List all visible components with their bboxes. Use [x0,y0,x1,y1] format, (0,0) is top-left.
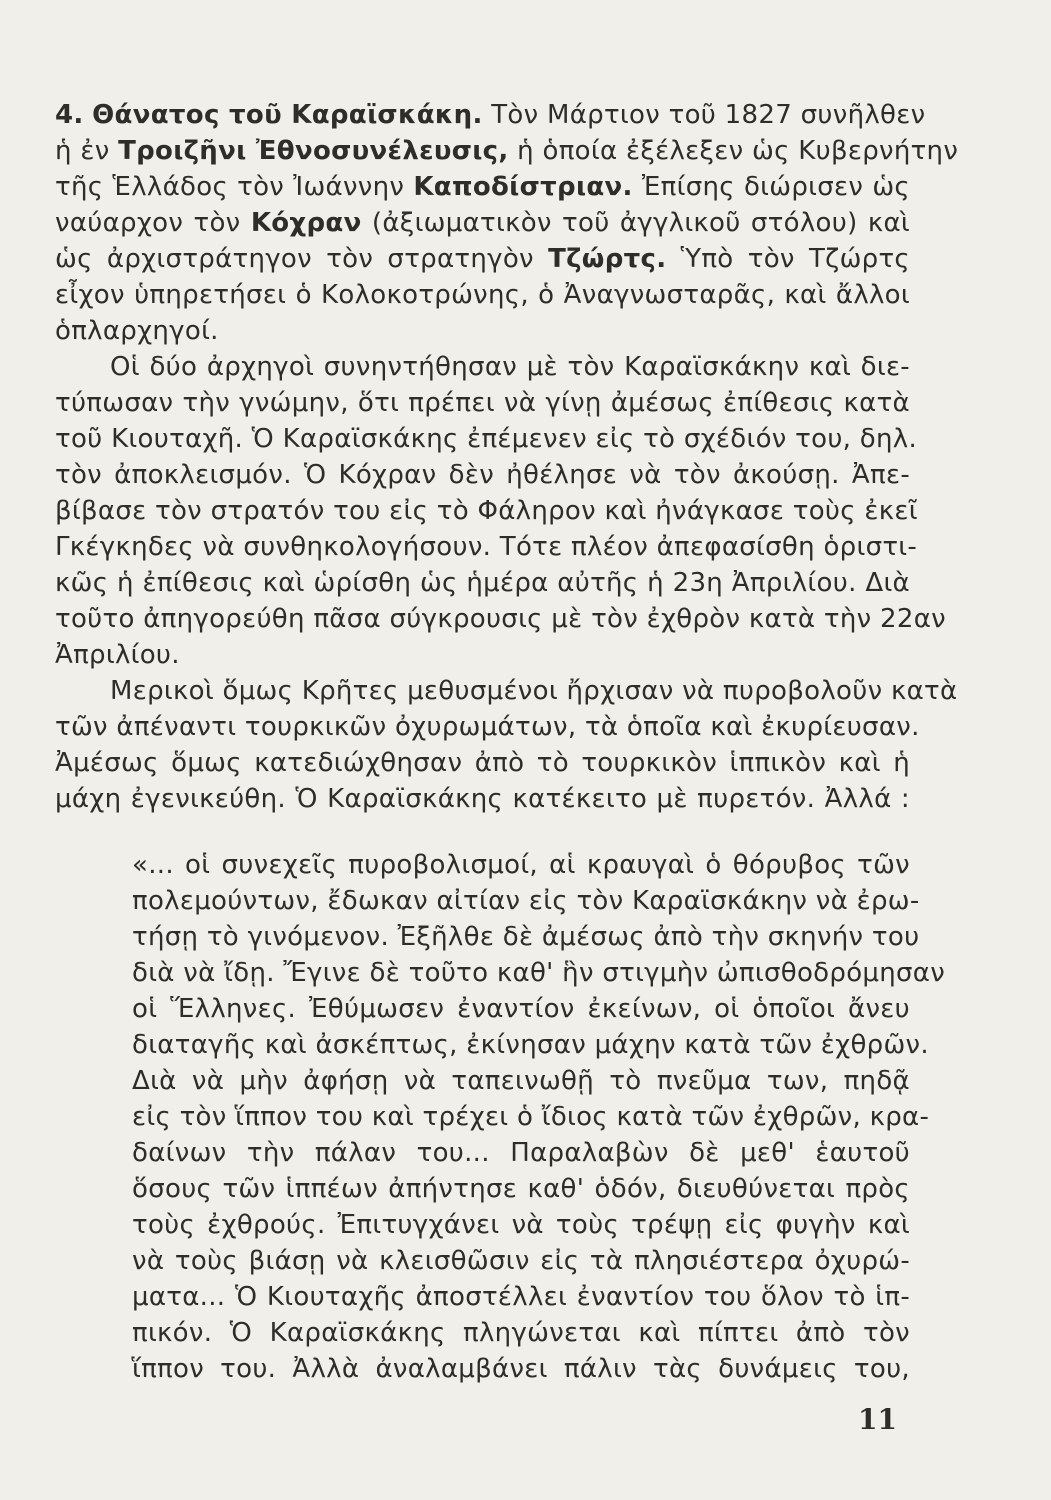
paragraph-line: εἶχον ὑπηρετήσει ὁ Κολοκοτρώνης, ὁ Ἀναγνωσταρᾶς, καὶ ἄλλοι [55,280,910,310]
paragraph-line: Μερικοὶ ὅμως Κρῆτες μεθυσμένοι ἤρχισαν νὰ πυροβολοῦν κατὰ [110,676,958,706]
paragraph-line: Οἱ δύο ἀρχηγοὶ συνηντήθησαν μὲ τὸν Καραϊσκάκην καὶ διε- [110,352,910,382]
text-line: Τὸν Μάρτιον τοῦ 1827 συνῆλθεν [491,100,926,130]
paragraph-line: τὸν ἀποκλεισμόν. Ὁ Κόχραν δὲν ἠθέλησε νὰ τὸν ἀκούσῃ. Ἀπε- [55,460,910,490]
quote-line: πολεμούντων, ἔδωκαν αἰτίαν εἰς τὸν Καραϊσκάκην νὰ ἐρω- [132,886,920,916]
quote-line: Διὰ νὰ μὴν ἀφήσῃ νὰ ταπεινωθῇ τὸ πνεῦμα των, πηδᾷ [132,1066,910,1096]
quote-line: τοὺς ἐχθρούς. Ἐπιτυγχάνει νὰ τοὺς τρέψῃ εἰς φυγὴν καὶ [132,1210,910,1240]
text-span: Ὑπὸ τὸν Τζώρτς [680,244,910,274]
paragraph-line [55,206,910,240]
heading-line [55,98,926,132]
paragraph-line: Γκέγκηδες νὰ συνθηκολογήσουν. Τότε πλέον ἀπεφασίσθη ὁριστι- [55,532,918,562]
quote-line: διὰ νὰ ἴδῃ. Ἔγινε δὲ τοῦτο καθ' ἣν στιγμὴν ὠπισθοδρόμησαν [132,958,946,988]
paragraph-line [55,134,959,168]
quote-line: πικόν. Ὁ Καραϊσκάκης πληγώνεται καὶ πίπτει ἀπὸ τὸν [132,1318,910,1348]
paragraph-line: κῶς ἡ ἐπίθεσις καὶ ὡρίσθη ὡς ἡμέρα αὐτῆς ἡ 23η Ἀπριλίου. Διὰ [55,568,910,598]
paragraph-line: Ἀμέσως ὅμως κατεδιώχθησαν ἀπὸ τὸ τουρκικὸν ἱππικὸν καὶ ἡ [55,748,910,778]
text-span: Ἐπίσης διώρισεν ὡς [641,172,910,202]
paragraph-line: βίβασε τὸν στρατόν του εἰς τὸ Φάληρον καὶ ἠνάγκασε τοὺς ἐκεῖ [55,496,918,526]
quote-line: δαίνων τὴν πάλαν του... Παραλαβὼν δὲ μεθ' ἑαυτοῦ [132,1138,910,1168]
quote-line: οἱ Ἕλληνες. Ἐθύμωσεν ἐναντίον ἐκείνων, οἱ ὁποῖοι ἄνευ [132,994,910,1024]
quote-line: ἵππον του. Ἀλλὰ ἀναλαμβάνει πάλιν τὰς δυνάμεις του, [132,1354,910,1384]
paragraph-line: μάχη ἐγενικεύθη. Ὁ Καραϊσκάκης κατέκειτο μὲ πυρετόν. Ἀλλά : [55,784,910,814]
page-number: 11 [858,1403,897,1436]
paragraph-line: Ἀπριλίου. [55,640,180,670]
quote-line: ὅσους τῶν ἱππέων ἀπήντησε καθ' ὁδόν, διευθύνεται πρὸς [132,1174,910,1204]
bold-term: Καποδίστριαν. [413,172,633,202]
text-span: ἡ ὁποία ἐξέλεξεν ὡς Κυβερνήτην [517,136,959,166]
quote-line: τήσῃ τὸ γινόμενον. Ἐξῆλθε δὲ ἀμέσως ἀπὸ τὴν σκηνήν του [132,922,920,952]
paragraph-line: ὁπλαρχηγοί. [55,316,219,346]
quote-line: «... οἱ συνεχεῖς πυροβολισμοί, αἱ κραυγαὶ ὁ θόρυβος τῶν [132,850,910,880]
section-number: 4. [55,100,84,130]
paragraph-line: τοῦτο ἀπηγορεύθη πᾶσα σύγκρουσις μὲ τὸν ἐχθρὸν κατὰ τὴν 22αν [55,604,946,634]
text-span: ναύαρχον τὸν [55,208,241,238]
quote-line: ματα... Ὁ Κιουταχῆς ἀποστέλλει ἐναντίον του ὅλον τὸ ἱπ- [132,1282,910,1312]
quote-line: νὰ τοὺς βιάσῃ νὰ κλεισθῶσιν εἰς τὰ πλησιέστερα ὀχυρώ- [132,1246,910,1276]
section-title: Θάνατος τοῦ Καραϊσκάκη. [92,100,483,130]
text-span: ὡς ἀρχιστράτηγον τὸν στρατηγὸν [55,244,534,274]
paragraph-line: τῶν ἀπέναντι τουρκικῶν ὀχυρωμάτων, τὰ ὁποῖα καὶ ἐκυρίευσαν. [55,712,920,742]
paragraph-line [55,170,910,204]
text-span: τῆς Ἑλλάδος τὸν Ἰωάννην [55,172,405,202]
text-span: ἡ ἐν [55,136,110,166]
bold-term: Τζώρτς. [548,244,667,274]
paragraph-line: τοῦ Κιουταχῆ. Ὁ Καραϊσκάκης ἐπέμενεν εἰς τὸ σχέδιόν του, δηλ. [55,424,918,454]
bold-term: Τροιζῆνι Ἐθνοσυνέλευσις, [118,136,509,166]
paragraph-line: τύπωσαν τὴν γνώμην, ὅτι πρέπει νὰ γίνῃ ἀμέσως ἐπίθεσις κατὰ [55,388,910,418]
paragraph-line [55,242,910,276]
text-span: (ἀξιωματικὸν τοῦ ἀγγλικοῦ στόλου) καὶ [371,208,910,238]
quote-line: διαταγῆς καὶ ἀσκέπτως, ἐκίνησαν μάχην κατὰ τῶν ἐχθρῶν. [132,1030,929,1060]
quote-line: εἰς τὸν ἵππον του καὶ τρέχει ὁ ἴδιος κατὰ τῶν ἐχθρῶν, κρα- [132,1102,930,1132]
bold-term: Κόχραν [250,208,362,238]
